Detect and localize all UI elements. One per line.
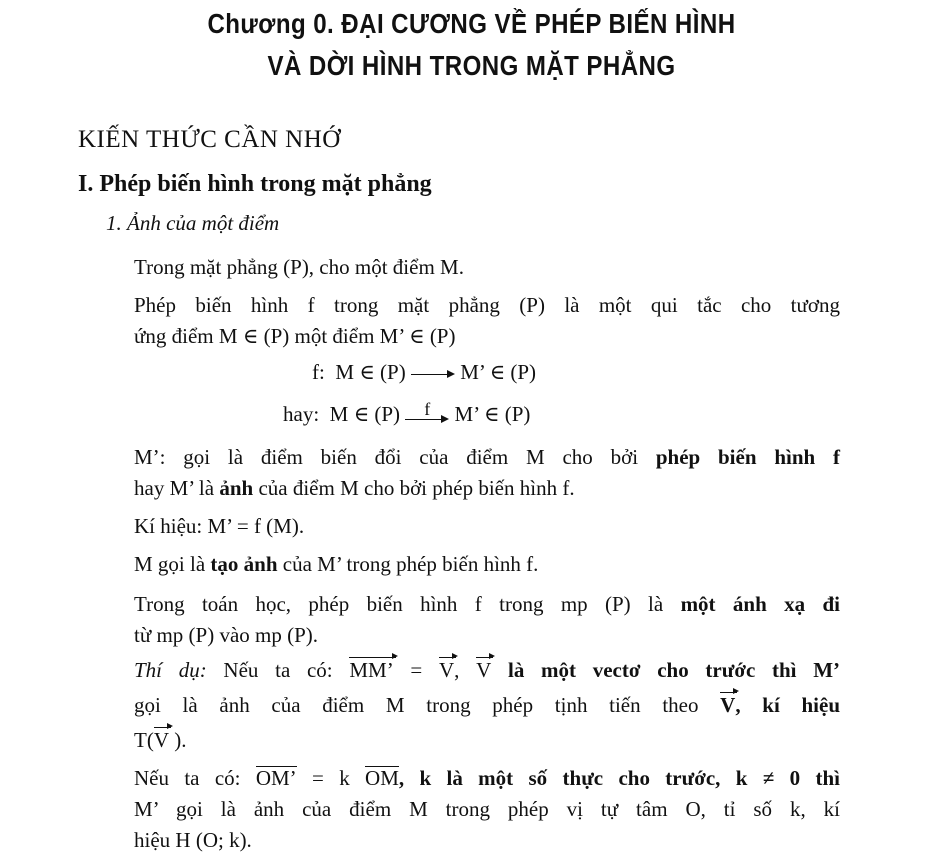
formula-2-prefix: hay: xyxy=(283,402,320,426)
vector-v-4: V xyxy=(154,725,169,756)
example-line2 xyxy=(134,690,840,721)
para8-text3: , k là một số thực cho trước, k ≠ 0 thì xyxy=(398,766,841,790)
paragraph-1: Trong mặt phẳng (P), cho một điểm M. xyxy=(134,255,464,279)
example-paragraph xyxy=(134,655,840,686)
paragraph-3-cont xyxy=(134,473,840,504)
para5-text1: M gọi là xyxy=(134,552,211,576)
vector-v-1: V xyxy=(439,655,454,686)
paragraph-3-line1 xyxy=(134,442,840,473)
paragraph-2-line2: ứng điểm M ∈ (P) một điểm M’ ∈ (P) xyxy=(134,324,456,348)
labeled-arrow-icon xyxy=(405,399,449,427)
long-arrow-icon xyxy=(411,368,455,380)
paragraph-2 xyxy=(134,290,840,321)
formula-1-prefix: f: xyxy=(312,360,325,384)
paragraph-8-line1 xyxy=(134,763,840,794)
vector-mm: MM’ xyxy=(349,655,393,686)
chapter-title-line2: VÀ DỜI HÌNH TRONG MẶT PHẲNG xyxy=(267,50,676,81)
para5-text2: của M’ trong phép biến hình f. xyxy=(277,552,539,576)
formula-1-right: M’ ∈ (P) xyxy=(460,360,537,384)
paragraph-8-line2-wrap xyxy=(134,794,840,825)
paragraph-4: Kí hiệu: M’ = f (M). xyxy=(134,514,305,538)
vector-om: OM xyxy=(365,766,399,790)
para8-text1: Nếu ta có: xyxy=(134,766,256,790)
example-line2-wrap xyxy=(134,690,840,721)
paragraph-2-line1: Phép biến hình f trong mặt phẳng (P) là một qui tắc cho tương xyxy=(134,293,840,317)
para6-text1: Trong toán học, phép biến hình f trong mp (P) là xyxy=(134,592,681,616)
para6-bold: một ánh xạ đi xyxy=(680,592,840,616)
example-text3: là một vectơ cho trước thì M’ xyxy=(491,658,841,682)
example-text7: ). xyxy=(169,728,187,752)
example-label: Thí dụ: xyxy=(134,658,207,682)
example-comma: , xyxy=(454,658,477,682)
paragraph-5 xyxy=(134,549,840,580)
paragraph-3 xyxy=(134,442,840,473)
formula-2-right: M’ ∈ (P) xyxy=(454,402,531,426)
vector-v-3: V xyxy=(720,690,735,721)
subsection-heading: I. Phép biến hình trong mặt phẳng xyxy=(78,171,432,197)
example-line1 xyxy=(134,655,840,686)
paragraph-8 xyxy=(134,763,840,794)
paragraph-6-line1 xyxy=(134,589,840,620)
example-text4: gọi là ảnh của điểm M trong phép tịnh tiến theo xyxy=(134,693,721,717)
vector-v-2: V xyxy=(476,655,491,686)
section-heading: KIẾN THỨC CẦN NHỚ xyxy=(78,126,341,153)
paragraph-8-line3: hiệu H (O; k). xyxy=(134,828,252,852)
para5-bold: tạo ảnh xyxy=(210,552,278,576)
para3-bold1: phép biến hình f xyxy=(655,445,840,469)
para3-text3: của điểm M cho bởi phép biến hình f. xyxy=(253,476,575,500)
arrow-label: f xyxy=(424,399,431,419)
para6-text2: từ mp (P) vào mp (P). xyxy=(134,623,319,647)
example-text5: , kí hiệu xyxy=(735,693,841,717)
example-text1: Nếu ta có: xyxy=(206,658,350,682)
formula-2 xyxy=(283,399,531,427)
vector-om-prime: OM’ xyxy=(255,766,297,790)
para8-text2: = k xyxy=(296,766,366,790)
para3-text1: M’: gọi là điểm biến đổi của điểm M cho bởi xyxy=(134,445,656,469)
para3-bold2: ảnh xyxy=(219,476,254,500)
example-line3 xyxy=(134,725,840,756)
example-text6: T( xyxy=(134,728,154,752)
formula-2-left: M ∈ (P) xyxy=(329,402,401,426)
para3-text2: hay M’ là xyxy=(134,476,220,500)
chapter-title-line1: Chương 0. ĐẠI CƯƠNG VỀ PHÉP BIẾN HÌNH xyxy=(207,8,736,39)
example-eq: = xyxy=(393,658,439,682)
paragraph-6 xyxy=(134,589,840,620)
paragraph-8-line2: M’ gọi là ảnh của điểm M trong phép vị tự tâm O, tỉ số k, kí xyxy=(134,797,840,821)
formula-1 xyxy=(312,360,536,385)
formula-1-left: M ∈ (P) xyxy=(335,360,406,384)
topic-heading: 1. Ảnh của một điểm xyxy=(106,211,280,235)
paragraph-6-cont xyxy=(134,620,840,651)
paragraph-2-cont xyxy=(134,321,840,352)
